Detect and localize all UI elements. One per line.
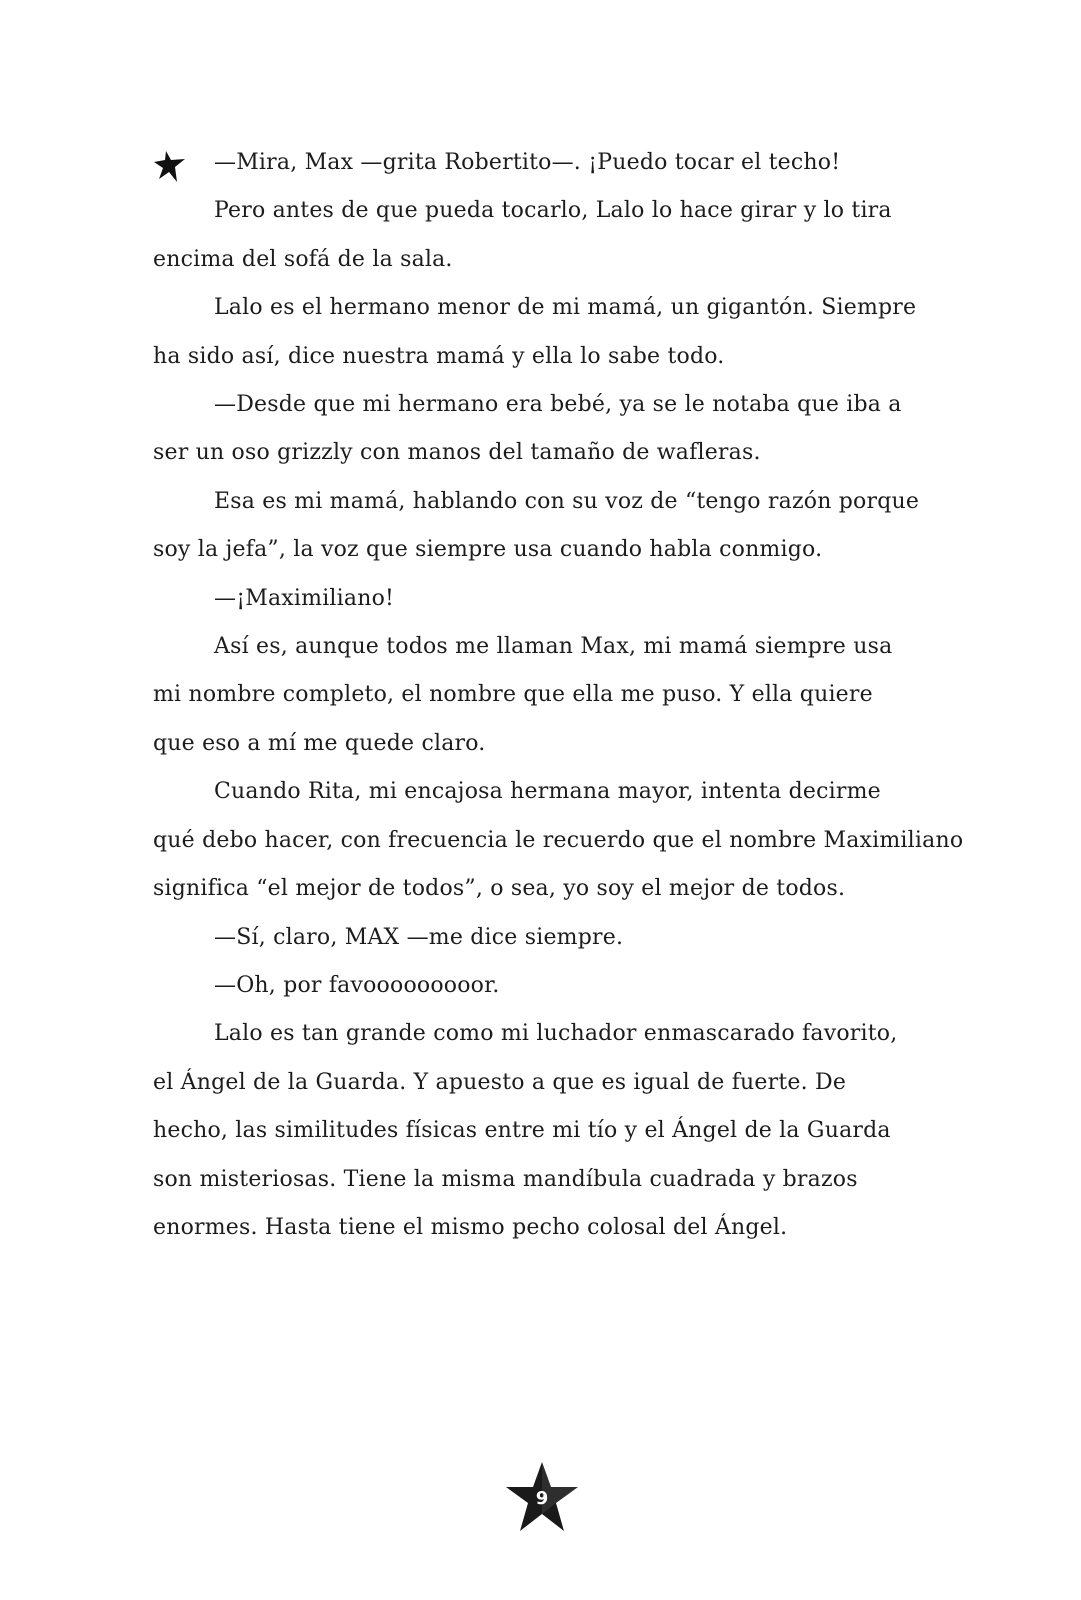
text-line: son misteriosas. Tiene la misma mandíbula cuadrada y brazos — [153, 1166, 858, 1192]
text-line: Cuando Rita, mi encajosa hermana mayor, intenta decirme — [214, 779, 881, 805]
paragraph — [153, 1010, 943, 1252]
text-line: —Oh, por favooooooooor. — [214, 972, 500, 998]
paragraph — [153, 478, 943, 575]
paragraph — [153, 623, 943, 768]
paragraph — [153, 187, 943, 284]
text-line: encima del sofá de la sala. — [153, 246, 453, 272]
page-number-badge — [505, 1460, 579, 1534]
page-body — [153, 139, 964, 1252]
text-line: enormes. Hasta tiene el mismo pecho colosal del Ángel. — [153, 1214, 788, 1240]
paragraph — [153, 381, 943, 478]
paragraph — [153, 284, 943, 381]
page-number: 9 — [535, 1488, 549, 1509]
text-line: significa “el mejor de todos”, o sea, yo soy el mejor de todos. — [153, 876, 846, 902]
paragraph — [153, 768, 964, 913]
paragraph — [153, 575, 943, 623]
text-line: —Desde que mi hermano era bebé, ya se le notaba que iba a — [214, 392, 902, 418]
paragraph — [153, 139, 943, 187]
text-line: qué debo hacer, con frecuencia le recuerdo que el nombre Maximiliano — [153, 827, 964, 853]
text-line: Lalo es el hermano menor de mi mamá, un gigantón. Siempre — [214, 295, 917, 321]
paragraph — [153, 914, 943, 962]
text-line: Lalo es tan grande como mi luchador enmascarado favorito, — [214, 1021, 898, 1047]
text-line: Esa es mi mamá, hablando con su voz de “tengo razón porque — [214, 488, 920, 514]
text-line: ser un oso grizzly con manos del tamaño de wafleras. — [153, 440, 761, 466]
text-line: ha sido así, dice nuestra mamá y ella lo sabe todo. — [153, 343, 725, 369]
paragraph-list — [153, 139, 964, 1252]
text-line: Pero antes de que pueda tocarlo, Lalo lo hace girar y lo tira — [214, 198, 892, 224]
text-line: mi nombre completo, el nombre que ella me puso. Y ella quiere — [153, 682, 873, 708]
text-line: —¡Maximiliano! — [214, 585, 395, 611]
text-line: Así es, aunque todos me llaman Max, mi mamá siempre usa — [214, 634, 893, 660]
text-line: hecho, las similitudes físicas entre mi tío y el Ángel de la Guarda — [153, 1118, 891, 1144]
text-line: que eso a mí me quede claro. — [153, 730, 486, 756]
text-line: —Mira, Max —grita Robertito—. ¡Puedo tocar el techo! — [214, 150, 841, 175]
text-line: soy la jefa”, la voz que siempre usa cuando habla conmigo. — [153, 537, 823, 563]
text-line: —Sí, claro, MAX —me dice siempre. — [214, 924, 624, 950]
text-line: el Ángel de la Guarda. Y apuesto a que es igual de fuerte. De — [153, 1069, 847, 1095]
paragraph — [153, 962, 943, 1010]
